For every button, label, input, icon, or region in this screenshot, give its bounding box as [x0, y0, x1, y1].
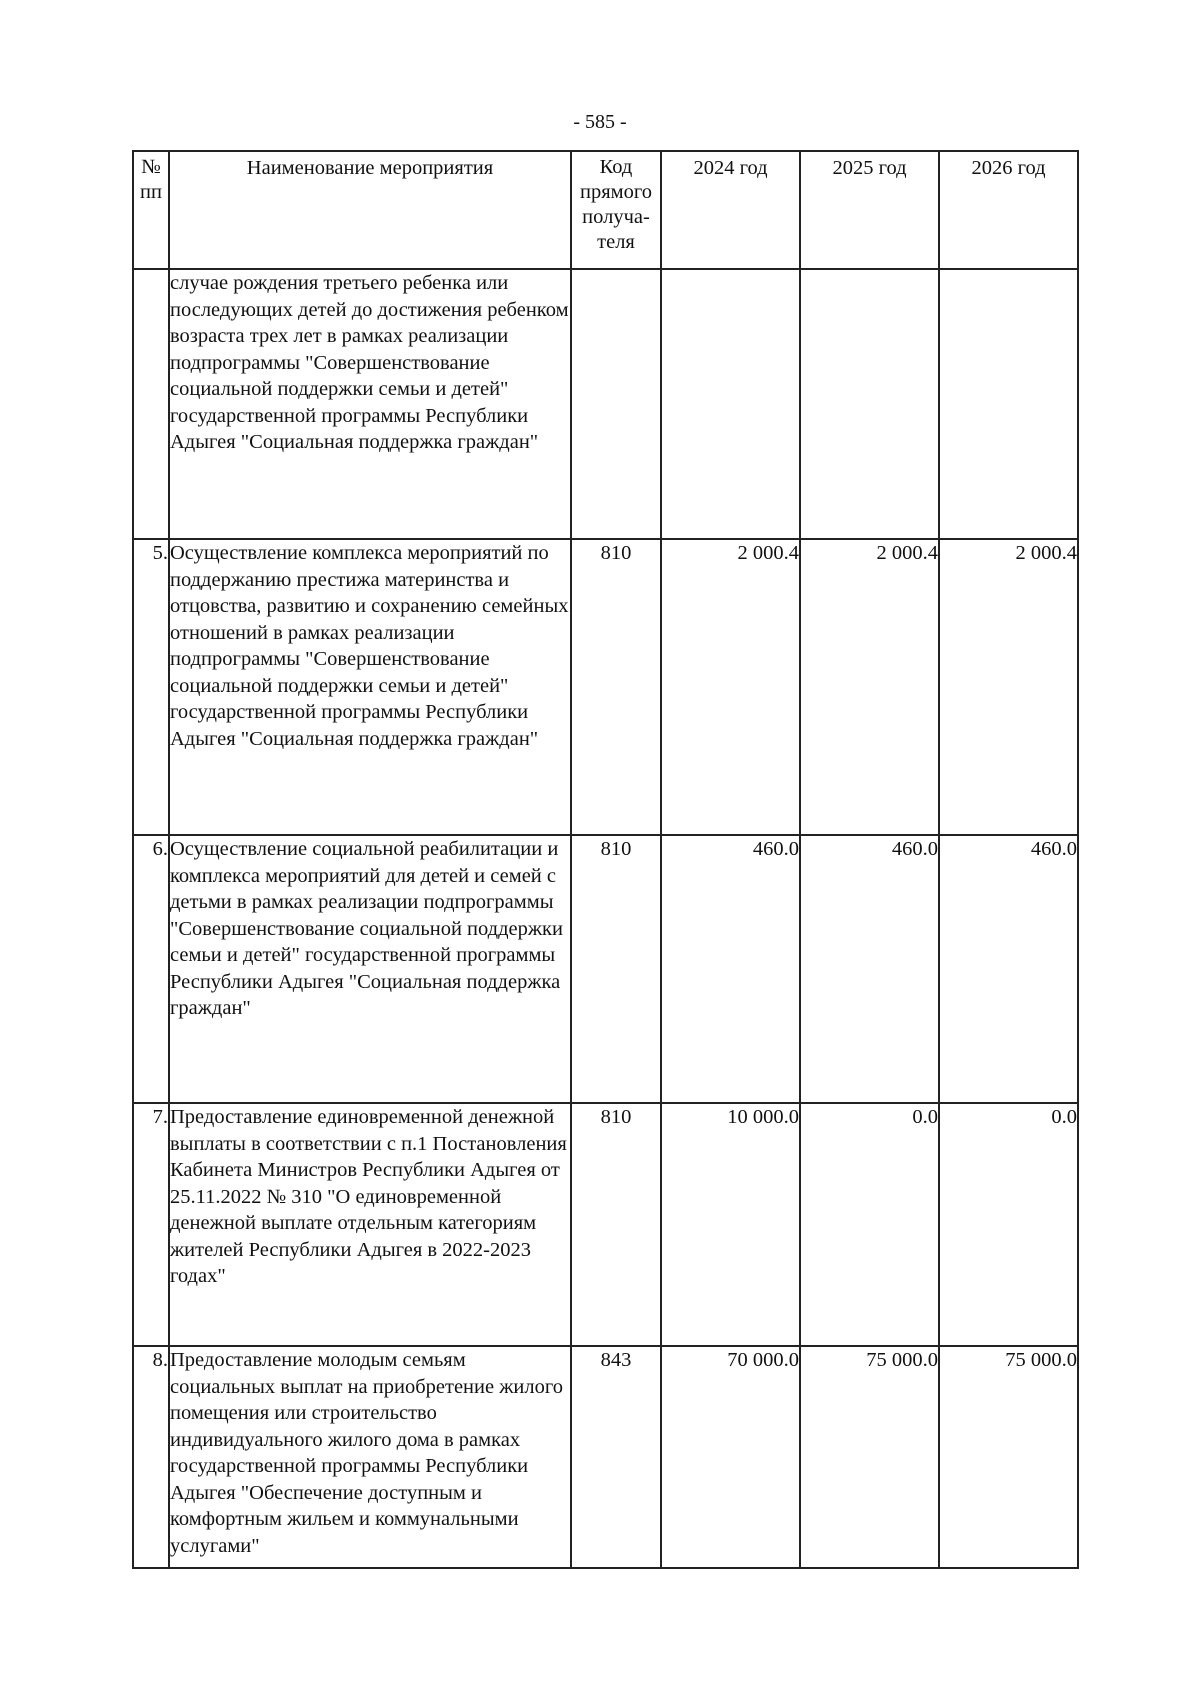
row-number: 5.	[133, 539, 169, 835]
row-number: 6.	[133, 835, 169, 1103]
row-recipient-code: 810	[571, 835, 661, 1103]
row-value-2025: 75 000.0	[800, 1346, 939, 1568]
table-row	[133, 539, 1078, 835]
row-value-2025: 460.0	[800, 835, 939, 1103]
row-value-2024: 70 000.0	[661, 1346, 800, 1568]
table-row	[133, 269, 1078, 539]
row-value-2024: 10 000.0	[661, 1103, 800, 1346]
row-number	[133, 269, 169, 539]
header-year-2025: 2025 год	[800, 151, 939, 269]
row-recipient-code: 810	[571, 539, 661, 835]
header-number: № пп	[133, 151, 169, 269]
row-value-2024	[661, 269, 800, 539]
header-year-2024: 2024 год	[661, 151, 800, 269]
row-number: 8.	[133, 1346, 169, 1568]
row-value-2025: 2 000.4	[800, 539, 939, 835]
row-event-name: Предоставление молодым семьям социальных выплат на приобретение жилого помещения или строительство индивидуального жилого дома в рамках государственной программы Республики Адыгея "Обеспечение доступным и комфортным жильем и коммунальными услугами"	[169, 1346, 571, 1568]
row-value-2026: 0.0	[939, 1103, 1078, 1346]
row-event-name: Осуществление комплекса мероприятий по поддержанию престижа материнства и отцовства, развитию и сохранению семейных отношений в рамках реализации подпрограммы "Совершенствование социальной поддержки семьи и детей" государственной программы Республики Адыгея "Социальная поддержка граждан"	[169, 539, 571, 835]
row-value-2026	[939, 269, 1078, 539]
header-recipient-code: Код прямого получа-теля	[571, 151, 661, 269]
row-event-name: Осуществление социальной реабилитации и комплекса мероприятий для детей и семей с детьми в рамках реализации подпрограммы "Совершенствование социальной поддержки семьи и детей" государственной программы Республики Адыгея "Социальная поддержка граждан"	[169, 835, 571, 1103]
budget-table	[132, 150, 1079, 1569]
table-row	[133, 835, 1078, 1103]
row-recipient-code: 810	[571, 1103, 661, 1346]
row-event-name: случае рождения третьего ребенка или последующих детей до достижения ребенком возраста трех лет в рамках реализации подпрограммы "Совершенствование социальной поддержки семьи и детей" государственной программы Республики Адыгея "Социальная поддержка граждан"	[169, 269, 571, 539]
row-recipient-code	[571, 269, 661, 539]
row-value-2024: 460.0	[661, 835, 800, 1103]
row-value-2026: 75 000.0	[939, 1346, 1078, 1568]
page-number: - 585 -	[573, 111, 627, 133]
row-value-2025: 0.0	[800, 1103, 939, 1346]
row-value-2026: 460.0	[939, 835, 1078, 1103]
table-header-row	[133, 151, 1078, 269]
row-number: 7.	[133, 1103, 169, 1346]
row-value-2026: 2 000.4	[939, 539, 1078, 835]
header-event-name: Наименование мероприятия	[169, 151, 571, 269]
row-value-2024: 2 000.4	[661, 539, 800, 835]
row-event-name: Предоставление единовременной денежной выплаты в соответствии с п.1 Постановления Кабинета Министров Республики Адыгея от 25.11.2022 № 310 "О единовременной денежной выплате отдельным категориям жителей Республики Адыгея в 2022-2023 годах"	[169, 1103, 571, 1346]
table-row	[133, 1346, 1078, 1568]
row-value-2025	[800, 269, 939, 539]
header-year-2026: 2026 год	[939, 151, 1078, 269]
row-recipient-code: 843	[571, 1346, 661, 1568]
table-row	[133, 1103, 1078, 1346]
